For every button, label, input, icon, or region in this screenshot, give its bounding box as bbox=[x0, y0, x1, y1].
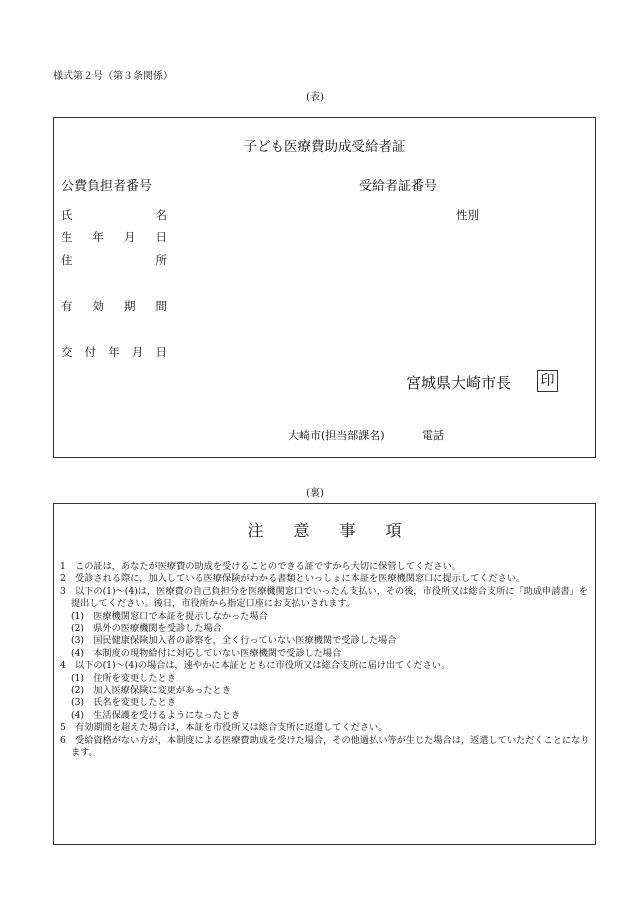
notice-item: 3 以下の(1)～(4)は，医療費の自己負担分を医療機関窓口でいったん支払い，その後，市役所又は総合支所に「助成申請書」を提出してください。後日，市役所から指定口座にお支払いされます。 bbox=[60, 585, 588, 610]
seal-mark: 印 bbox=[537, 370, 558, 392]
notice-subitem: (3) 国民健康保険加入者の診察を，全く行っていない医療機関で受診した場合 bbox=[71, 635, 397, 647]
phone-label: 電話 bbox=[422, 429, 444, 442]
notice-subitem: (4) 生活保護を受けるようになったとき bbox=[71, 709, 241, 721]
notice-subitem: (4) 本制度の現物給付に対応していない医療機関で受診した場合 bbox=[71, 647, 342, 659]
form-number: 様式第２号（第３条関係） bbox=[53, 71, 173, 82]
notice-subitem: (2) 県外の医療機関を受診した場合 bbox=[71, 623, 222, 635]
recipient-number-label: 受給者証番号 bbox=[359, 179, 438, 194]
notice-item: 5 有効期間を超えた場合は，本証を市役所又は総合支所に返還してください。 bbox=[60, 722, 388, 734]
notice-item: 1 この証は，あなたが医療費の助成を受けることのできる証ですから大切に保管してください。 bbox=[60, 561, 461, 572]
notice-subitem: (3) 氏名を変更したとき bbox=[71, 697, 176, 709]
birth-date-label: 生 年 月 日 bbox=[61, 230, 167, 244]
notice-subitem: (1) 医療機関窓口で本証を提示しなかった場合 bbox=[71, 610, 268, 622]
notice-title: 注意事項 bbox=[247, 521, 432, 540]
back-side-label: (裏) bbox=[306, 488, 324, 499]
notice-item: 4 以下の(1)～(4)の場合は，速やかに本証とともに市役所又は総合支所に届け出てください。 bbox=[60, 660, 451, 672]
issuer-name: 宮城県大崎市長 bbox=[406, 374, 512, 392]
notice-item: 6 受給資格がない方が，本制度による医療費助成を受けた場合，その他過払い等が生じた場合は，返還していただくことになります。 bbox=[60, 734, 590, 759]
certificate-front bbox=[53, 117, 596, 458]
gender-label: 性別 bbox=[456, 208, 479, 222]
department-label: 大崎市(担当部課名) bbox=[288, 429, 385, 442]
notice-subitem: (2) 加入医療保険に変更があったとき bbox=[71, 685, 231, 697]
address-label: 住 所 bbox=[61, 253, 167, 267]
certificate-back bbox=[53, 503, 596, 845]
payer-number-label: 公費負担者番号 bbox=[61, 179, 153, 194]
certificate-title: 子ども医療費助成受給者証 bbox=[243, 139, 406, 155]
notice-subitem: (1) 住所を変更したとき bbox=[71, 672, 176, 684]
notice-item: 2 受診される際に，加入している医療保険がわかる書類といっしょに本証を医療機関窓口に提示してください。 bbox=[60, 573, 526, 585]
front-side-label: (表) bbox=[306, 92, 324, 103]
name-label: 氏 名 bbox=[61, 208, 167, 222]
validity-period-label: 有 効 期 間 bbox=[61, 299, 167, 313]
issue-date-label: 交 付 年 月 日 bbox=[61, 345, 167, 359]
notice-list bbox=[60, 561, 590, 760]
